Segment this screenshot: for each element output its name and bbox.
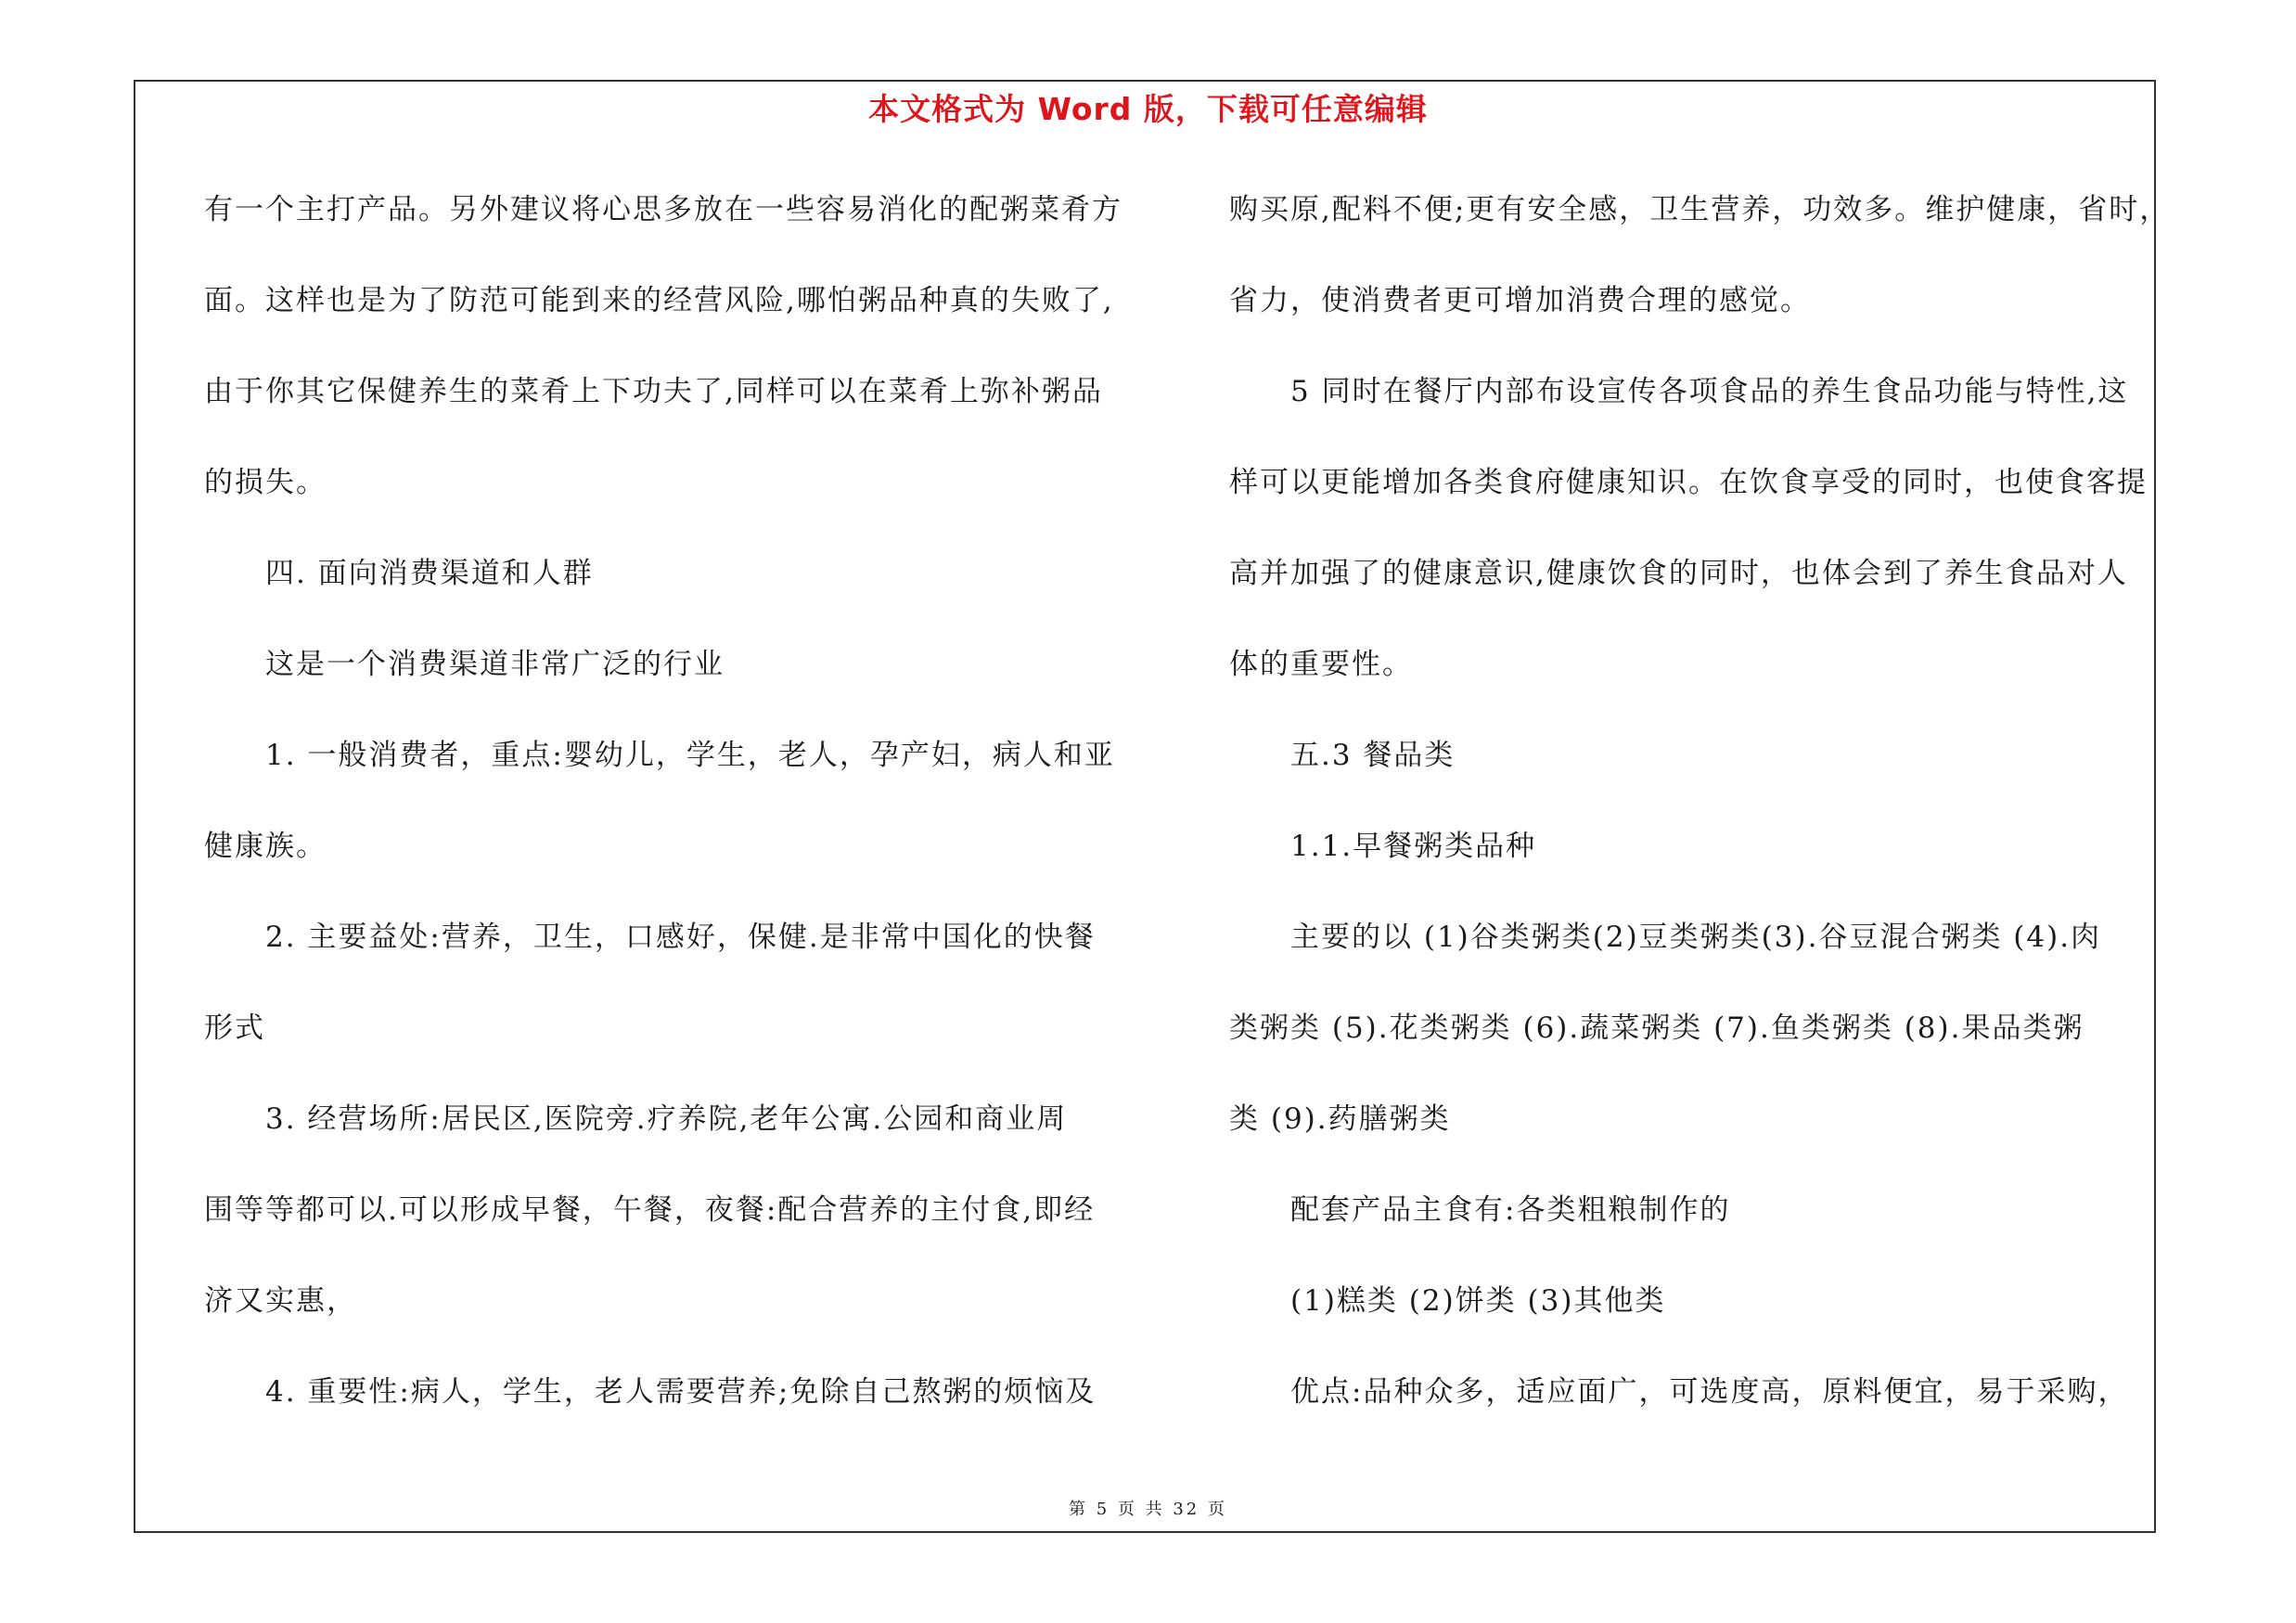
text-line: 购买原,配料不便;更有安全感，卫生营养，功效多。维护健康，省时，: [1229, 193, 2171, 226]
left-column: [204, 182, 1132, 1455]
text-line: 的损失。: [204, 466, 327, 499]
right-column: [1229, 182, 2171, 1455]
text-line: 样可以更能增加各类食府健康知识。在饮食享受的同时，也使食客提: [1229, 466, 2148, 499]
text-line: 高并加强了的健康意识,健康饮食的同时，也体会到了养生食品对人: [1229, 557, 2128, 590]
text-line: 1. 一般消费者，重点:婴幼儿，学生，老人，孕产妇，病人和亚: [265, 739, 1115, 772]
word-format-banner: 本文格式为 Word 版，下载可任意编辑: [868, 91, 1428, 127]
text-line: 体的重要性。: [1229, 648, 1413, 681]
text-line: 围等等都可以.可以形成早餐，午餐，夜餐:配合营养的主付食,即经: [204, 1193, 1096, 1227]
text-line: 3. 经营场所:居民区,医院旁.疗养院,老年公寓.公园和商业周: [265, 1102, 1068, 1136]
text-line: 优点:品种众多，适应面广，可选度高，原料便宜，易于采购，: [1290, 1375, 2129, 1409]
text-line: 形式: [204, 1011, 265, 1045]
text-line: 面。这样也是为了防范可能到来的经营风险,哪怕粥品种真的失败了,: [204, 284, 1114, 317]
text-line: 1.1.早餐粥类品种: [1290, 830, 1537, 863]
text-line: 这是一个消费渠道非常广泛的行业: [265, 648, 725, 681]
text-line: 类 (9).药膳粥类: [1229, 1102, 1451, 1136]
text-line: 配套产品主食有:各类粗粮制作的: [1290, 1193, 1731, 1227]
text-line: 由于你其它保健养生的菜肴上下功夫了,同样可以在菜肴上弥补粥品: [204, 375, 1103, 408]
page-number-footer: 第 5 页 共 32 页: [1069, 1500, 1227, 1519]
text-line: 省力，使消费者更可增加消费合理的感觉。: [1229, 284, 1811, 317]
text-line: 类粥类 (5).花类粥类 (6).蔬菜粥类 (7).鱼类粥类 (8).果品类粥: [1229, 1011, 2084, 1045]
text-line: 四. 面向消费渠道和人群: [265, 557, 594, 590]
text-line: (1)糕类 (2)饼类 (3)其他类: [1290, 1284, 1666, 1318]
text-line: 主要的以 (1)谷类粥类(2)豆类粥类(3).谷豆混合粥类 (4).肉: [1290, 921, 2102, 954]
text-line: 济又实惠，: [204, 1284, 357, 1318]
text-line: 健康族。: [204, 830, 327, 863]
text-line: 5 同时在餐厅内部布设宣传各项食品的养生食品功能与特性,这: [1290, 375, 2129, 408]
text-line: 五.3 餐品类: [1290, 739, 1456, 772]
text-line: 有一个主打产品。另外建议将心思多放在一些容易消化的配粥菜肴方: [204, 193, 1122, 226]
text-line: 4. 重要性:病人，学生，老人需要营养;免除自己熬粥的烦恼及: [265, 1375, 1097, 1409]
text-line: 2. 主要益处:营养，卫生，口感好，保健.是非常中国化的快餐: [265, 921, 1096, 954]
